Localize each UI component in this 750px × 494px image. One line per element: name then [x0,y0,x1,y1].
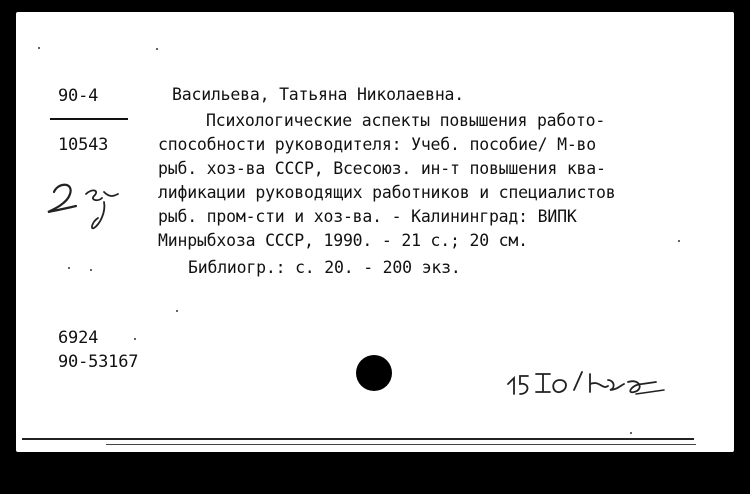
body-line-4: лификации руководящих работников и специалистов [158,183,616,202]
body-line-2: способности руководителя: Учеб. пособие/ М-во [158,135,597,154]
bottom-edge-rule-faint [106,444,696,445]
code-6924: 6924 [58,328,99,348]
body-line-3: рыб. хоз-ва СССР, Всесоюз. ин-т повышения ква- [158,159,606,178]
handwritten-copies-note [40,172,130,234]
punch-hole [356,355,392,391]
scan-speck [90,269,92,271]
bibliography-note: Библиогр.: с. 20. - 200 экз. [188,258,461,277]
scan-speck [68,267,70,269]
handwritten-mark [506,360,676,400]
code-90-53167: 90-53167 [58,352,139,372]
body-line-1: Психологические аспекты повышения работо- [206,111,606,130]
index-code: 90-4 [58,86,99,106]
bottom-edge-rule [22,438,694,440]
scan-speck [156,48,158,50]
scan-speck [38,47,40,49]
scan-speck [176,310,178,312]
inventory-number: 10543 [58,135,109,155]
scan-speck [678,240,680,242]
index-underline [50,118,128,120]
scan-speck [630,432,632,434]
scan-speck [134,338,136,340]
library-catalog-card [16,12,734,452]
author-heading: Васильева, Татьяна Николаевна. [172,85,465,104]
body-line-5: рыб. пром-сти и хоз-ва. - Калининград: ВИПК [158,207,577,226]
body-line-6: Минрыбхоза СССР, 1990. - 21 с.; 20 см. [158,231,528,250]
